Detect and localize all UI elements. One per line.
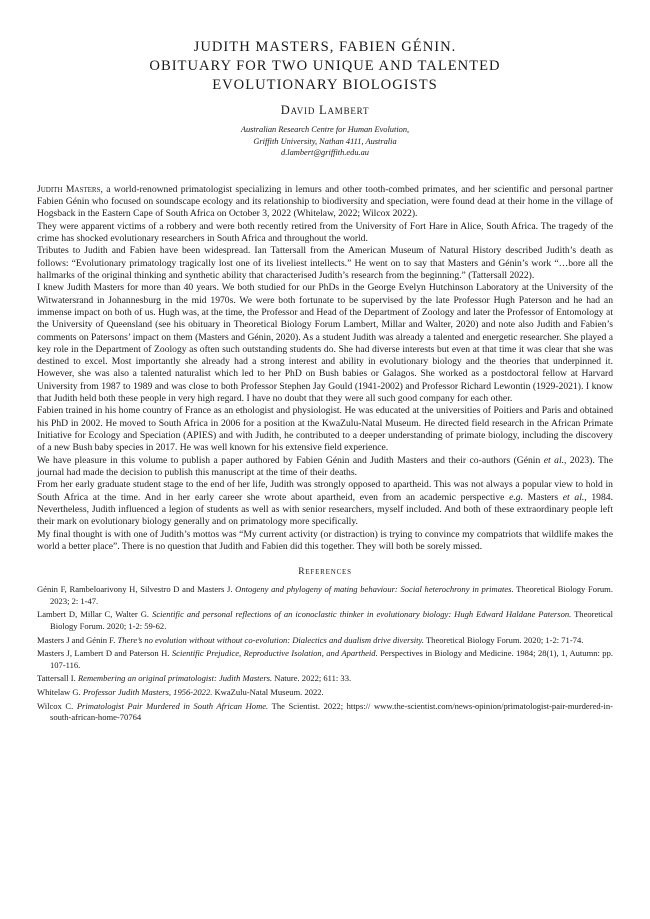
- lead-name: Judith Masters: [37, 183, 101, 195]
- author-name: David Lambert: [280, 103, 370, 117]
- reference-item: Lambert D, Millar C, Walter G. Scientific and personal reflections of an iconoclastic thinker in evolutionary biology: Hugh Edward Haldane Paterson. Theoretical Biology Forum. 2020; 1-2: 59-62.: [37, 609, 614, 631]
- reference-item: Tattersall I. Remembering an original primatologist: Judith Masters. Nature. 2022; 611: 33.: [37, 673, 352, 684]
- title-line: OBITUARY FOR TWO UNIQUE AND TALENTED: [149, 58, 501, 74]
- reference-item: Masters J, Lambert D and Paterson H. Scientific Prejudice, Reproductive Isolation, and Apartheid. Perspectives in Biology and Medicine. 1984; 28(1), 1, Autumn: pp. 107-116.: [37, 648, 613, 670]
- reference-item: Masters J and Génin F. There’s no evolution without without co-evolution: Dialectics and dualism drive diversity. Theoretical Biology Forum. 2020; 1-2: 71-74.: [37, 634, 584, 645]
- reference-item: Génin F, Rambeloarivony H, Silvestro D and Masters J. Ontogeny and phylogeny of mating behaviour: Social heterochrony in primates. Theoretical Biology Forum. 2023; 2: 1-47.: [37, 584, 613, 606]
- article-body: [37, 184, 613, 553]
- references-heading: References: [298, 567, 352, 578]
- author-email: d.lambert@griffith.edu.au: [281, 148, 369, 158]
- article-header: [37, 38, 613, 159]
- affiliation-line: Griffith University, Nathan 4111, Australia: [253, 136, 397, 146]
- article-title: [37, 38, 613, 95]
- body-paragraph: Fabien trained in his home country of France as an ethologist and physiologist. He was educated at the universities of Poitiers and Paris and obtained his PhD in 2002. He moved to South Africa in 2006 for a position at the KwaZulu-Natal Museum. He directed field research in the African Primate Initiative for Ecology and Speciation (APIES) and with Judith, he contributed to a deeper understanding of primate biology, including the discovery of a new Bush baby species in 2017. He was well known for his extensive field experience.: [37, 405, 613, 454]
- title-line: JUDITH MASTERS, FABIEN GÉNIN.: [193, 39, 457, 55]
- body-paragraph: My final thought is with one of Judith’s mottos was “My current activity (or distraction) is trying to convince my compatriots that wildlife makes the world a better place”. There is no question that Judith and Fabien did this together. They will both be sorely missed.: [37, 528, 613, 552]
- body-paragraph: Judith Masters, a world-renowned primatologist specializing in lemurs and other tooth-combed primates, and her scientific and personal partner Fabien Génin who focused on soundscape ecology and its relationship to biodiversity and speciation, were found dead at their home in the village of Hogsback in the Eastern Cape of South Africa on October 3, 2022 (Whitelaw, 2022; Wilcox 2022).: [37, 183, 613, 220]
- body-paragraph: Tributes to Judith and Fabien have been widespread. Ian Tattersall from the American Museum of Natural History described Judith’s death as follows: “Evolutionary primatology tragically lost one of its liveliest intellects.” He went on to say that Masters and Génin’s work “…bore all the hallmarks of the original thinking and synthetic ability that characterised Judith’s research from the beginning.” (Tattersall 2022).: [37, 245, 613, 281]
- body-paragraph: From her early graduate student stage to the end of her life, Judith was strongly opposed to apartheid. This was not always a popular view to hold in South Africa at the time. And in her early career she wrote about apartheid, even from an academic perspective e.g. Masters et al., 1984. Nevertheless, Judith influenced a legion of students as well as with senior researchers, myself included. And both of these extraordinary people left their mark on evolutionary biology generally and on primatology more specifically.: [37, 479, 613, 528]
- reference-item: Whitelaw G. Professor Judith Masters, 1956-2022. KwaZulu-Natal Museum. 2022.: [37, 687, 324, 698]
- body-paragraph: I knew Judith Masters for more than 40 years. We both studied for our PhDs in the George Evelyn Hutchinson Laboratory at the University of the Witwatersrand in Johannesburg in the mid 1970s. We were both fortunate to be supervised by the late Professor Hugh Paterson and he had an immense impact on both of us. Hugh was, at the time, the Professor and Head of the Department of Zoology and later the Professor of Entomology at the University of Queensland (see his obituary in Theoretical Biology Forum Lambert, Millar and Walter, 2020) and note also Judith and Fabien’s comments on Patersons’ impact on them (Masters and Génin, 2020). As a student Judith was already a talented and energetic researcher. She played a key role in the Department of Zoology as often such outstanding students do. She had diverse interests but even at that time it was clear that she was destined to excel. Most importantly she already had a strong interest and ability in evolutionary biology and the theories that underpinned it. However, she was also a talented naturalist which led to her PhD on Bush babies or Galagos. She worked as a postdoctoral fellow at Harvard University from 1987 to 1989 and was close to both Professor Stephen Jay Gould (1941-2002) and Professor Richard Lewontin (1929-2021). I know that Judith held both these people in very high regard. I have no doubt that they were all such good company for each other.: [37, 282, 613, 405]
- author-affiliation: [37, 124, 613, 159]
- references-list: [37, 584, 613, 724]
- affiliation-line: Australian Research Centre for Human Evolution,: [240, 125, 410, 134]
- body-paragraph: We have pleasure in this volume to publish a paper authored by Fabien Génin and Judith Masters and their co-authors (Génin et al., 2023). The journal had made the decision to publish this manuscript at the time of their deaths.: [37, 454, 613, 478]
- body-paragraph: They were apparent victims of a robbery and were both recently retired from the University of Fort Hare in Alice, South Africa. The tragedy of the crime has shocked evolutionary researchers in South Africa and throughout the world.: [37, 220, 613, 245]
- title-line: EVOLUTIONARY BIOLOGISTS: [212, 77, 438, 93]
- reference-item: Wilcox C. Primatologist Pair Murdered in South African Home. The Scientist. 2022; https:// www.the-scientist.com/news-opinion/primatologist-pair-murdered-in-south-african-home-70764: [37, 700, 613, 723]
